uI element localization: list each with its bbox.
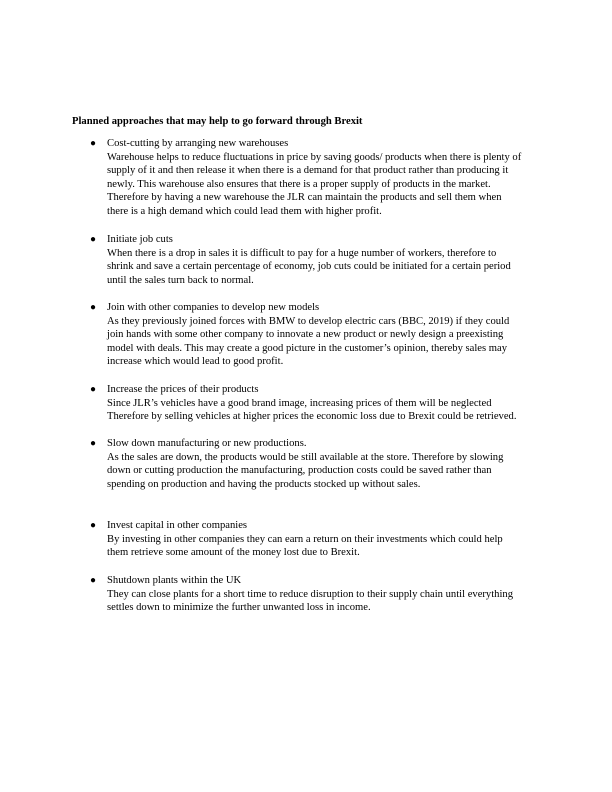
body-line: there is a high demand which could lead them with higher profit. (107, 205, 382, 217)
body-line: until the sales turn back to normal. (107, 274, 254, 286)
list-item-body (107, 247, 547, 288)
bullet-icon: ● (90, 302, 97, 313)
bullet-icon: ● (90, 520, 97, 531)
list-item-title: Increase the prices of their products (107, 384, 259, 395)
list-item-title: Shutdown plants within the UK (107, 575, 242, 586)
list-item (90, 383, 547, 424)
list-item-title: Join with other companies to develop new models (107, 302, 320, 313)
body-line: down or cutting production the manufacturing, production costs could be saved rather than (107, 465, 492, 477)
body-line: spending on production and having the products stocked up without sales. (107, 478, 421, 490)
bullet-icon: ● (90, 575, 97, 586)
section-heading: Planned approaches that may help to go forward through Brexit (72, 116, 363, 127)
body-line: join hands with some other company to innovate a new product or newly design a preexisting (107, 329, 504, 341)
list-item (90, 437, 547, 491)
list-item (90, 233, 547, 287)
body-line: As the sales are down, the products would be still available at the store. Therefore by slowing (107, 451, 504, 463)
list-item-body (107, 315, 547, 369)
bullet-icon: ● (90, 438, 97, 449)
list-item-title: Cost-cutting by arranging new warehouses (107, 138, 289, 149)
body-line: Since JLR’s vehicles have a good brand image, increasing prices of them will be neglected (107, 397, 492, 409)
list-item-title: Initiate job cuts (107, 234, 173, 245)
body-line: shrink and save a certain percentage of economy, job cuts could be initiated for a certain period (107, 261, 511, 273)
list-item-body (107, 451, 547, 492)
body-line: Therefore by having a new warehouse the JLR can maintain the products and sell them when (107, 192, 502, 204)
list-item-title: Slow down manufacturing or new productions. (107, 438, 307, 449)
body-line: increase which would lead to good profit. (107, 356, 284, 368)
list-item-body (107, 151, 547, 219)
body-line: Warehouse helps to reduce fluctuations in price by saving goods/ products when there is plenty of (107, 151, 522, 163)
body-line: By investing in other companies they can earn a return on their investments which could help (107, 533, 503, 545)
body-line: They can close plants for a short time to reduce disruption to their supply chain until everything (107, 588, 513, 600)
body-line: settles down to minimize the further unwanted loss in income. (107, 602, 371, 614)
body-line: When there is a drop in sales it is difficult to pay for a huge number of workers, therefore to (107, 247, 497, 259)
bullet-icon: ● (90, 234, 97, 245)
list-item (90, 301, 547, 369)
bullet-icon: ● (90, 384, 97, 395)
list-item-title: Invest capital in other companies (107, 520, 248, 531)
list-item (90, 519, 547, 560)
body-line: newly. This warehouse also ensures that there is a proper supply of products in the market. (107, 178, 491, 190)
bullet-icon: ● (90, 138, 97, 149)
list-item-body (107, 588, 547, 615)
body-line: Therefore by selling vehicles at higher prices the economic loss due to Brexit could be retrieved. (107, 411, 517, 423)
list-item (90, 137, 547, 219)
body-line: supply of it and then release it when there is a demand for that product rather than producing it (107, 165, 509, 177)
list-item-body (107, 397, 547, 424)
body-line: them retrieve some amount of the money lost due to Brexit. (107, 547, 360, 559)
list-item (90, 574, 547, 615)
body-line: model with deals. This may create a good picture in the customer’s opinion, thereby sales may (107, 342, 508, 354)
list-item-body (107, 533, 547, 560)
body-line: As they previously joined forces with BMW to develop electric cars (BBC, 2019) if they could (107, 315, 510, 327)
